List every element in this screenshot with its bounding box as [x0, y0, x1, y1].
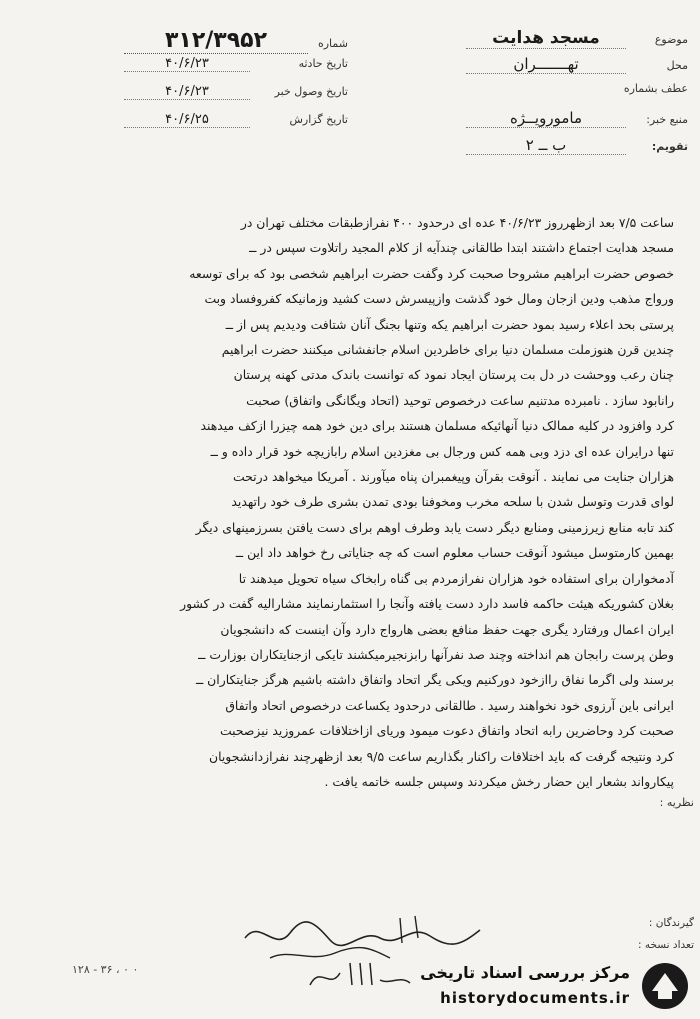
- body-line: ایران اعمال ورفتارد یگری جهت حفظ منافع بعضی هارواج دارد وآن اینست که دانشجویان: [220, 621, 674, 637]
- body-line: ورواج مذهب ودین ازجان ومال خود گذشت وازپیسرش دست کشید وزمانیکه کفروفساد وبت: [204, 291, 674, 307]
- archive-watermark: [362, 959, 692, 1013]
- place-label: محل: [666, 59, 688, 72]
- body-line: چندین قرن هنوزملت مسلمان دنیا برای خاطردین اسلام جانفشانی میکنند حضرت ابراهیم: [221, 342, 674, 358]
- body-line: آدمخواران برای استفاده خود هزاران نفرازمردم بی گناه رابخاک سیاه تحویل میدهند تا: [238, 570, 674, 586]
- body-line: پرستی بحد اعلاء رسید بمود حضرت ابراهیم یکه وتنها بجنگ آنان شتافت ودیدیم پس از ــ: [225, 316, 674, 332]
- body-line: بهمین کارمتوسل میشود آنوقت حساب معلوم است که چه جنایاتی رخ خواهد داد این ــ: [235, 545, 674, 561]
- copies-label: تعداد نسخه :: [637, 939, 694, 951]
- archive-logo-icon: [640, 961, 690, 1011]
- place-row: [458, 55, 688, 82]
- body-line: رانابود سازد . نامبرده مدتنیم ساعت درخصوص توحید (اتحاد ویگانگی واتفاق) صحبت: [246, 392, 674, 408]
- subject-label: موضوع: [654, 33, 688, 46]
- body-line: برسند ولی اگرما نفاق راازخود دورکنیم ویکی یگر اتحاد واتفاق داشته باشیم هرگز جنایتکاران ــ: [195, 672, 674, 688]
- body-line: مسجد هدایت اجتماع داشتند ابتدا طالقانی چندآیه از کلام المجید راتلاوت سپس در ــ: [249, 240, 674, 256]
- report-date-label: تاریخ گزارش: [289, 113, 348, 126]
- report-body: [64, 210, 674, 794]
- body-line: لوای قدرت وتوسل شدن با سلحه مخرب ومخوفنا بودی تمدن بشری طرف خود راتهدید: [231, 494, 674, 510]
- receipt-date-value: ۴۰/۶/۲۳: [124, 84, 250, 100]
- rating-value: ب ــ ۲: [466, 136, 626, 155]
- header-left: [118, 28, 348, 140]
- receipt-date-label: تاریخ وصول خبر: [274, 85, 348, 98]
- place-value: تهـــــــران: [466, 55, 626, 74]
- ref-row: [458, 82, 688, 109]
- recipients-label: گیرندگان :: [648, 917, 694, 929]
- source-row: [458, 109, 688, 136]
- body-line: تنها درایران عده ای دزد وبی همه کس ورجال بی مغزدین اسلام رابازیچه خود قرار داده و ــ: [210, 443, 674, 459]
- rating-row: [458, 136, 688, 163]
- body-line: پیکارواند بشعار این حضار رخش میکردند وسپس جلسه خاتمه یافت .: [324, 773, 674, 789]
- body-line: کرد ونتیجه گرفت که باید اختلافات راکنار بگذاریم ساعت ۹/۵ بعد ازظهرچند نفرازدانشجویان: [208, 748, 674, 764]
- event-date-label: تاریخ حادثه: [298, 57, 348, 70]
- source-value: مامورویــژه: [466, 109, 626, 128]
- body-line: هزاران جنایت می نمایند . آنوقت بقرآن وپیغمبران پناه میآورند . آمریکا میخواهد درتحت: [232, 469, 674, 485]
- subject-row: [458, 28, 688, 55]
- ref-label: عطف بشماره: [623, 82, 688, 95]
- body-line: کرد وافزود در کلیه ممالک دنیا آنهائیکه مسلمان هستند برای دین خود همه چیزرا ازکف میدهند: [200, 418, 674, 434]
- archive-reference: ۱۲۸ - ۳۶ ، ۰ ۰: [72, 963, 139, 976]
- body-line: صحبت کرد وحاضرین رابه اتحاد واتفاق دعوت میمود وریای ازاختلافات عمروزید نیزصحبت: [219, 723, 674, 739]
- body-line: وطن پرست رابجان هم انداخته وچند صد نفرآنها رابزنجیرمیکشند تایکی ازجنایتکاران بوزارت ــ: [198, 646, 674, 662]
- report-date-row: [118, 112, 348, 140]
- header-right: [458, 28, 688, 163]
- report-date-value: ۴۰/۶/۲۵: [124, 112, 250, 128]
- event-date-row: [118, 56, 348, 84]
- event-date-value: ۴۰/۶/۲۳: [124, 56, 250, 72]
- subject-value: مسجد هدایت: [466, 28, 626, 49]
- body-line: خصوص حضرت ابراهیم مشروحا صحبت کرد وگفت حضرت ابراهیم شخصی بود که برای توسعه: [189, 265, 674, 281]
- receipt-date-row: [118, 84, 348, 112]
- body-line: کند تابه منابع زیرزمینی ومنابع دیگر دست یابد وطرف اوهم برای دست یافتن بسرزمینهای دیگر: [195, 519, 674, 535]
- watermark-url: historydocuments.ir: [440, 989, 630, 1007]
- body-line: ساعت ۷/۵ بعد ازظهرروز ۴۰/۶/۲۳ عده ای درحدود ۴۰۰ نفرازطبقات مختلف تهران در: [240, 215, 674, 230]
- number-label: شماره: [317, 37, 348, 50]
- recipients-block: [624, 912, 694, 956]
- body-line: بغلان کشوریکه هیئت حاکمه فاسد دارد دست یافته وآنجا را استثمارنمایند مشارالیه گفت در کشور: [180, 596, 674, 612]
- source-label: منبع خبر:: [646, 113, 688, 126]
- number-value: ۳۱۲/۳۹۵۲: [124, 28, 308, 54]
- number-row: [118, 28, 348, 56]
- body-line: ایرانی باین آرزوی خود نخواهند رسید . طالقانی درحدود یکساعت درخصوص اتحاد واتفاق: [225, 697, 674, 713]
- opinion-label: نظریه :: [659, 796, 694, 809]
- rating-label: تقویم:: [651, 140, 688, 153]
- watermark-title: مرکز بررسی اسناد تاریخی: [420, 963, 630, 982]
- body-line: چنان رعب ووحشت در دل بت پرستان ایجاد نمود که توانست باندک مدتی کهنه پرستان: [233, 367, 674, 383]
